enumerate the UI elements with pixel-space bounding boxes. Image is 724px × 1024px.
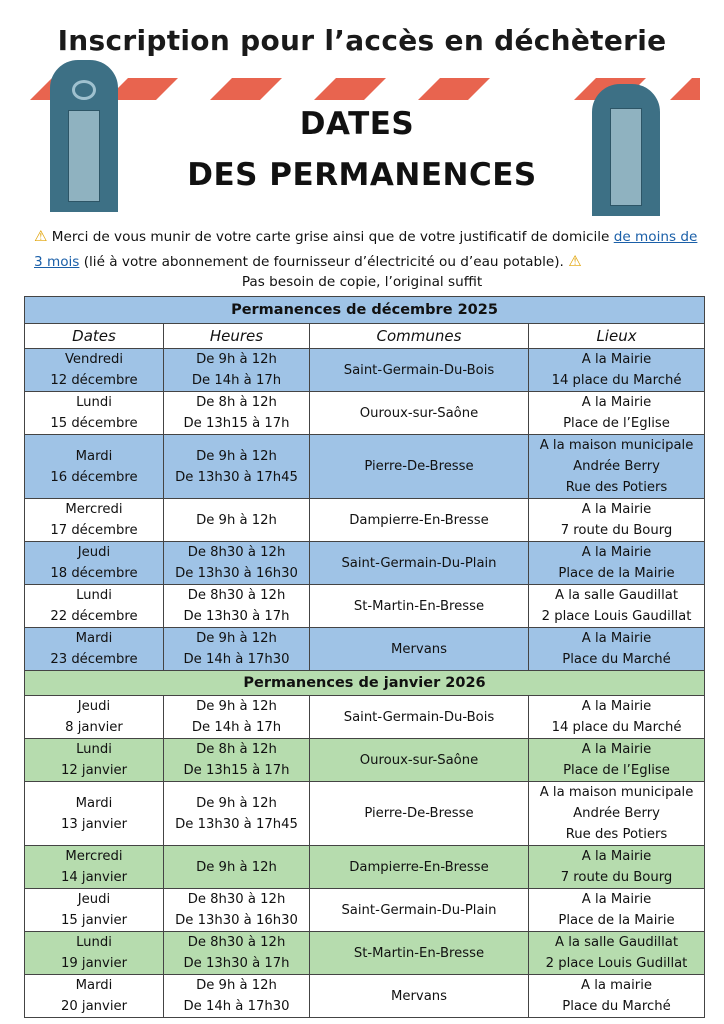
date-cell-line: 22 décembre (50, 609, 138, 624)
lieu-cell-line: Rue des Potiers (565, 827, 668, 842)
lieu-cell-line: Rue des Potiers (565, 480, 668, 495)
commune-cell: Saint-Germain-Du-Bois (310, 349, 529, 392)
hours-cell-line: De 8h à 12h (196, 742, 277, 757)
hours-cell (164, 392, 310, 435)
table-row (25, 542, 705, 585)
notice-text-before: Merci de vous munir de votre carte grise ainsi que de votre justificatif de domicile (51, 229, 610, 245)
hours-cell (164, 739, 310, 782)
date-cell-line: Mercredi (65, 849, 123, 864)
hours-cell-line: De 14h à 17h (191, 373, 282, 388)
notice-link[interactable]: de moins de 3 mois (34, 229, 698, 270)
commune-cell: Saint-Germain-Du-Plain (310, 542, 529, 585)
date-cell (25, 628, 164, 671)
hours-cell-line: De 13h15 à 17h (183, 416, 290, 431)
lieu-cell-line: A la salle Gaudillat (555, 935, 679, 950)
commune-cell: Ouroux-sur-Saône (310, 739, 529, 782)
commune-cell: St-Martin-En-Bresse (310, 932, 529, 975)
lieu-cell-line: Andrée Berry (573, 459, 660, 474)
date-cell (25, 782, 164, 846)
hours-cell (164, 349, 310, 392)
barrier-post-right-icon (592, 84, 660, 216)
lieu-cell-line: 7 route du Bourg (560, 523, 673, 538)
hours-cell-line: De 13h15 à 17h (183, 763, 290, 778)
date-cell-line: Mardi (75, 795, 113, 811)
column-headers (25, 324, 705, 349)
table-row (25, 349, 705, 392)
section-title: Permanences de décembre 2025 (25, 297, 705, 324)
hours-cell (164, 435, 310, 499)
barrier-knob-icon (72, 80, 96, 100)
lieu-cell-line: A la Mairie (581, 545, 652, 560)
hours-cell (164, 542, 310, 585)
date-cell-line: 18 décembre (50, 566, 138, 581)
lieu-cell-line: A la Mairie (581, 631, 652, 646)
commune-cell: Mervans (310, 975, 529, 1018)
lieu-cell-line: Place de la Mairie (558, 913, 675, 928)
table-row (25, 975, 705, 1018)
table-row (25, 392, 705, 435)
date-cell-line: 13 janvier (60, 816, 128, 832)
hours-cell-line: De 8h30 à 12h (187, 892, 286, 907)
hours-cell (164, 975, 310, 1018)
lieu-cell-line: A la Mairie (581, 352, 652, 367)
hours-cell-line: De 14h à 17h (191, 720, 282, 735)
commune-cell: Mervans (310, 628, 529, 671)
lieu-cell (529, 696, 705, 739)
table-row (25, 696, 705, 739)
hours-cell-line: De 8h30 à 12h (187, 545, 286, 560)
commune-cell: Pierre-De-Bresse (310, 435, 529, 499)
hours-cell-line: De 8h à 12h (196, 395, 277, 410)
table-row (25, 846, 705, 889)
commune-cell: Pierre-De-Bresse (310, 782, 529, 846)
hours-cell-line: De 9h à 12h (196, 448, 277, 464)
subtitle-dates: DATES (299, 106, 415, 142)
lieu-cell-line: Place du Marché (562, 999, 671, 1014)
date-cell (25, 542, 164, 585)
date-cell (25, 846, 164, 889)
hours-cell (164, 932, 310, 975)
commune-cell: Dampierre-En-Bresse (310, 846, 529, 889)
lieu-cell-line: 2 place Louis Gudillat (545, 956, 688, 971)
hours-cell-line: De 13h30 à 17h (183, 609, 290, 624)
date-cell-line: 17 décembre (50, 523, 138, 538)
commune-cell: Saint-Germain-Du-Bois (310, 696, 529, 739)
lieu-cell (529, 542, 705, 585)
hours-cell-line: De 13h30 à 17h45 (175, 816, 298, 832)
date-cell-line: 16 décembre (50, 469, 138, 485)
lieu-cell-line: Place de la Mairie (558, 566, 675, 581)
date-cell-line: Mardi (75, 448, 113, 464)
date-cell-line: Jeudi (77, 892, 111, 907)
date-cell-line: Mardi (75, 978, 113, 993)
date-cell-line: 12 décembre (50, 373, 138, 388)
notice-text-after: (lié à votre abonnement de fournisseur d’électricité ou d’eau potable). (83, 254, 564, 270)
commune-cell: St-Martin-En-Bresse (310, 585, 529, 628)
lieu-cell-line: Place de l’Eglise (563, 416, 670, 431)
date-cell-line: Lundi (76, 395, 112, 410)
date-cell (25, 739, 164, 782)
column-header: Heures (164, 324, 310, 349)
hours-cell-line: De 14h à 17h30 (183, 652, 290, 667)
date-cell-line: Mercredi (65, 502, 123, 517)
date-cell (25, 349, 164, 392)
lieu-cell (529, 435, 705, 499)
hours-cell-line: De 13h30 à 16h30 (175, 913, 298, 928)
hours-cell (164, 628, 310, 671)
hours-cell-line: De 9h à 12h (196, 978, 277, 993)
section-title: Permanences de janvier 2026 (25, 671, 705, 696)
date-cell (25, 975, 164, 1018)
section-header-january (25, 671, 705, 696)
lieu-cell (529, 585, 705, 628)
lieu-cell-line: A la Mairie (581, 742, 652, 757)
date-cell-line: Jeudi (77, 545, 111, 560)
table-row (25, 499, 705, 542)
lieu-cell-line: 14 place du Marché (551, 720, 682, 735)
date-cell (25, 696, 164, 739)
warning-icon: ⚠ (34, 227, 48, 245)
date-cell-line: 23 décembre (50, 652, 138, 667)
lieu-cell-line: A la Mairie (581, 395, 652, 410)
hours-cell (164, 782, 310, 846)
column-header: Lieux (529, 324, 705, 349)
lieu-cell (529, 499, 705, 542)
lieu-cell (529, 392, 705, 435)
date-cell-line: 15 janvier (60, 913, 128, 928)
date-cell (25, 499, 164, 542)
date-cell-line: 20 janvier (60, 999, 128, 1014)
lieu-cell-line: A la mairie (581, 978, 652, 993)
lieu-cell (529, 739, 705, 782)
lieu-cell (529, 846, 705, 889)
date-cell-line: 14 janvier (60, 870, 128, 885)
lieu-cell (529, 889, 705, 932)
date-cell-line: 12 janvier (60, 763, 128, 778)
date-cell (25, 932, 164, 975)
column-header: Dates (25, 324, 164, 349)
table-row (25, 628, 705, 671)
table-row (25, 739, 705, 782)
section-header-december (25, 297, 705, 324)
warning-icon: ⚠ (568, 252, 582, 270)
commune-cell: Ouroux-sur-Saône (310, 392, 529, 435)
date-cell-line: 15 décembre (50, 416, 138, 431)
lieu-cell-line: Place du Marché (562, 652, 671, 667)
subtitle-permanences: DES PERMANENCES (187, 157, 537, 193)
hours-cell (164, 889, 310, 932)
hours-cell-line: De 9h à 12h (196, 859, 277, 875)
copy-note: Pas besoin de copie, l’original suffit (241, 274, 483, 290)
commune-cell: Dampierre-En-Bresse (310, 499, 529, 542)
date-cell (25, 585, 164, 628)
hours-cell-line: De 8h30 à 12h (187, 588, 286, 603)
lieu-cell-line: Place de l’Eglise (563, 763, 670, 778)
lieu-cell-line: 14 place du Marché (551, 373, 682, 388)
hours-cell-line: De 8h30 à 12h (187, 935, 286, 950)
commune-cell: Saint-Germain-Du-Plain (310, 889, 529, 932)
lieu-cell-line: A la Mairie (581, 699, 652, 714)
table-row (25, 889, 705, 932)
date-cell-line: Jeudi (77, 699, 111, 714)
lieu-cell (529, 628, 705, 671)
date-cell-line: 8 janvier (65, 720, 123, 735)
notice-text (34, 224, 700, 274)
table-row (25, 932, 705, 975)
hours-cell-line: De 9h à 12h (196, 699, 277, 714)
lieu-cell-line: A la salle Gaudillat (555, 588, 679, 603)
hours-cell-line: De 14h à 17h30 (183, 999, 290, 1014)
date-cell-line: Vendredi (64, 352, 124, 367)
hours-cell-line: De 13h30 à 17h (183, 956, 290, 971)
lieu-cell-line: A la Mairie (581, 849, 652, 864)
date-cell-line: Mardi (75, 631, 113, 646)
page-title: Inscription pour l’accès en déchèterie (57, 24, 667, 57)
date-cell-line: Lundi (76, 935, 112, 950)
date-cell-line: Lundi (76, 588, 112, 603)
lieu-cell (529, 349, 705, 392)
lieu-cell-line: 7 route du Bourg (560, 870, 673, 885)
hours-cell-line: De 9h à 12h (196, 512, 277, 528)
hours-cell (164, 585, 310, 628)
hours-cell-line: De 13h30 à 17h45 (175, 469, 298, 485)
table-row (25, 435, 705, 499)
date-cell (25, 889, 164, 932)
date-cell (25, 392, 164, 435)
date-cell (25, 435, 164, 499)
lieu-cell-line: Andrée Berry (573, 806, 660, 821)
lieu-cell (529, 932, 705, 975)
lieu-cell-line: A la Mairie (581, 892, 652, 907)
lieu-cell-line: A la Mairie (581, 502, 652, 517)
date-cell-line: Lundi (76, 742, 112, 757)
hours-cell (164, 499, 310, 542)
hours-cell-line: De 13h30 à 16h30 (175, 566, 298, 581)
lieu-cell-line: A la maison municipale (539, 785, 694, 800)
hours-cell (164, 846, 310, 889)
date-cell-line: 19 janvier (60, 956, 128, 971)
column-header: Communes (310, 324, 529, 349)
table-row (25, 585, 705, 628)
lieu-cell-line: 2 place Louis Gaudillat (541, 609, 692, 624)
lieu-cell (529, 975, 705, 1018)
hours-cell-line: De 9h à 12h (196, 352, 277, 367)
table-row (25, 782, 705, 846)
lieu-cell-line: A la maison municipale (539, 438, 694, 453)
hours-cell-line: De 9h à 12h (196, 795, 277, 811)
lieu-cell (529, 782, 705, 846)
hours-cell (164, 696, 310, 739)
hours-cell-line: De 9h à 12h (196, 631, 277, 646)
schedule-table (24, 296, 705, 1018)
